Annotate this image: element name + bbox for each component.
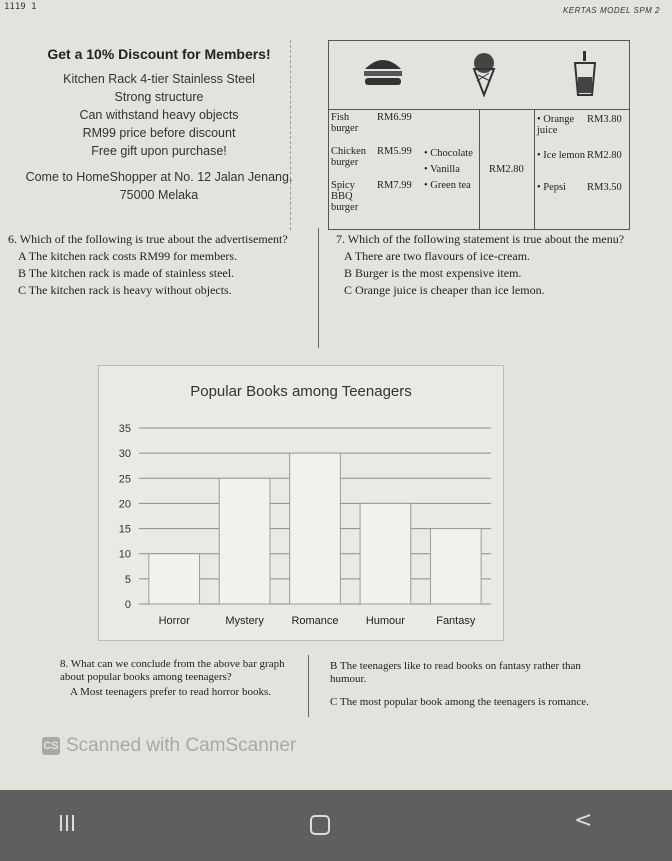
menu-item-name: Chicken burger <box>331 146 366 168</box>
question-stem: 6. Which of the following is true about the advertisement? <box>8 232 288 246</box>
menu-item-price: RM5.99 <box>377 146 412 157</box>
menu-item-price: RM3.50 <box>587 182 622 193</box>
back-icon[interactable]: < <box>574 808 593 833</box>
question-8-options <box>330 658 600 709</box>
menu-item-price: RM7.99 <box>377 180 412 191</box>
menu-item-name: • Chocolate <box>424 148 473 159</box>
advertisement <box>14 40 304 230</box>
menu-item-name: • Vanilla <box>424 164 460 175</box>
torn-edge <box>290 40 309 230</box>
question-6 <box>8 232 313 298</box>
menu-item-price: RM2.80 <box>489 164 524 175</box>
menu-item-name: • Ice lemon <box>537 150 585 161</box>
bar-chart <box>98 365 504 641</box>
camscanner-logo: CS <box>42 737 60 755</box>
navigation-bar <box>0 790 672 861</box>
x-category-label: Horror <box>158 615 190 627</box>
menu-item-name: • Green tea <box>424 180 471 191</box>
bar-mystery <box>219 478 270 604</box>
burger-icon <box>361 51 405 91</box>
option-c[interactable]: C The most popular book among the teenagers is romance. <box>330 696 589 708</box>
y-tick-label: 15 <box>118 523 131 536</box>
y-tick-label: 20 <box>118 498 131 511</box>
ad-line: Come to HomeShopper at No. 12 Jalan Jenang, <box>25 170 293 184</box>
option-c[interactable]: C Orange juice is cheaper than ice lemon. <box>344 283 545 297</box>
question-stem: 8. What can we conclude from the above bar graph about popular books among teenagers? <box>60 658 285 683</box>
column-divider <box>318 228 319 348</box>
y-tick-label: 0 <box>124 599 131 611</box>
ad-line: Kitchen Rack 4-tier Stainless Steel <box>63 72 255 86</box>
question-7 <box>336 232 636 298</box>
camscanner-watermark <box>42 735 296 757</box>
option-b[interactable]: B The teenagers like to read books on fantasy rather than humour. <box>330 660 581 685</box>
x-category-label: Fantasy <box>436 615 476 627</box>
chart-title: Popular Books among Teenagers <box>190 383 412 400</box>
drink-icon <box>571 51 599 97</box>
ad-line: RM99 price before discount <box>82 126 236 140</box>
menu-item-name: Fish burger <box>331 112 359 134</box>
ad-line: Can withstand heavy objects <box>79 108 239 122</box>
y-tick-label: 25 <box>118 473 131 486</box>
option-a[interactable]: A The kitchen rack costs RM99 for members. <box>18 249 238 263</box>
bar-fantasy <box>430 529 481 604</box>
menu-item-name: Spicy BBQ burger <box>331 180 359 213</box>
ad-line: Free gift upon purchase! <box>91 144 227 158</box>
y-tick-label: 5 <box>124 573 131 586</box>
menu-icons <box>329 41 629 110</box>
x-category-label: Romance <box>291 615 339 627</box>
menu-item-price: RM2.80 <box>587 150 622 161</box>
ad-line: Strong structure <box>114 90 204 104</box>
chart-svg <box>99 366 503 640</box>
column-divider <box>308 655 309 717</box>
menu-item-name: • Orange juice <box>537 114 575 136</box>
watermark-text: Scanned with CamScanner <box>66 735 297 756</box>
y-tick-label: 30 <box>118 448 131 461</box>
menu-item-price: RM6.99 <box>377 112 412 123</box>
menu-board <box>328 40 630 230</box>
x-category-label: Humour <box>365 615 405 627</box>
ad-line: 75000 Melaka <box>119 188 199 202</box>
paper-title: KERTAS MODEL SPM 2 <box>562 6 660 15</box>
page-number: 1119 1 <box>4 2 37 12</box>
option-b[interactable]: B The kitchen rack is made of stainless steel. <box>18 266 235 280</box>
recent-apps-icon[interactable] <box>60 815 74 831</box>
ice-cream-icon <box>469 51 499 97</box>
menu-item-name: • Pepsi <box>537 182 567 193</box>
x-category-label: Mystery <box>225 615 264 627</box>
menu-columns <box>329 110 629 229</box>
bar-humour <box>360 503 411 604</box>
bar-romance <box>290 453 341 604</box>
y-tick-label: 10 <box>118 548 131 561</box>
menu-item-price: RM3.80 <box>587 114 622 125</box>
bar-horror <box>149 554 200 604</box>
question-8 <box>60 658 305 699</box>
option-c[interactable]: C The kitchen rack is heavy without objects. <box>18 283 232 297</box>
option-a[interactable]: A Most teenagers prefer to read horror books. <box>70 686 271 698</box>
option-a[interactable]: A There are two flavours of ice-cream. <box>344 249 531 263</box>
option-b[interactable]: B Burger is the most expensive item. <box>344 266 522 280</box>
y-tick-label: 35 <box>118 423 131 435</box>
home-icon[interactable] <box>310 815 330 835</box>
question-stem: 7. Which of the following statement is true about the menu? <box>336 232 625 246</box>
ad-title: Get a 10% Discount for Members! <box>47 46 271 62</box>
